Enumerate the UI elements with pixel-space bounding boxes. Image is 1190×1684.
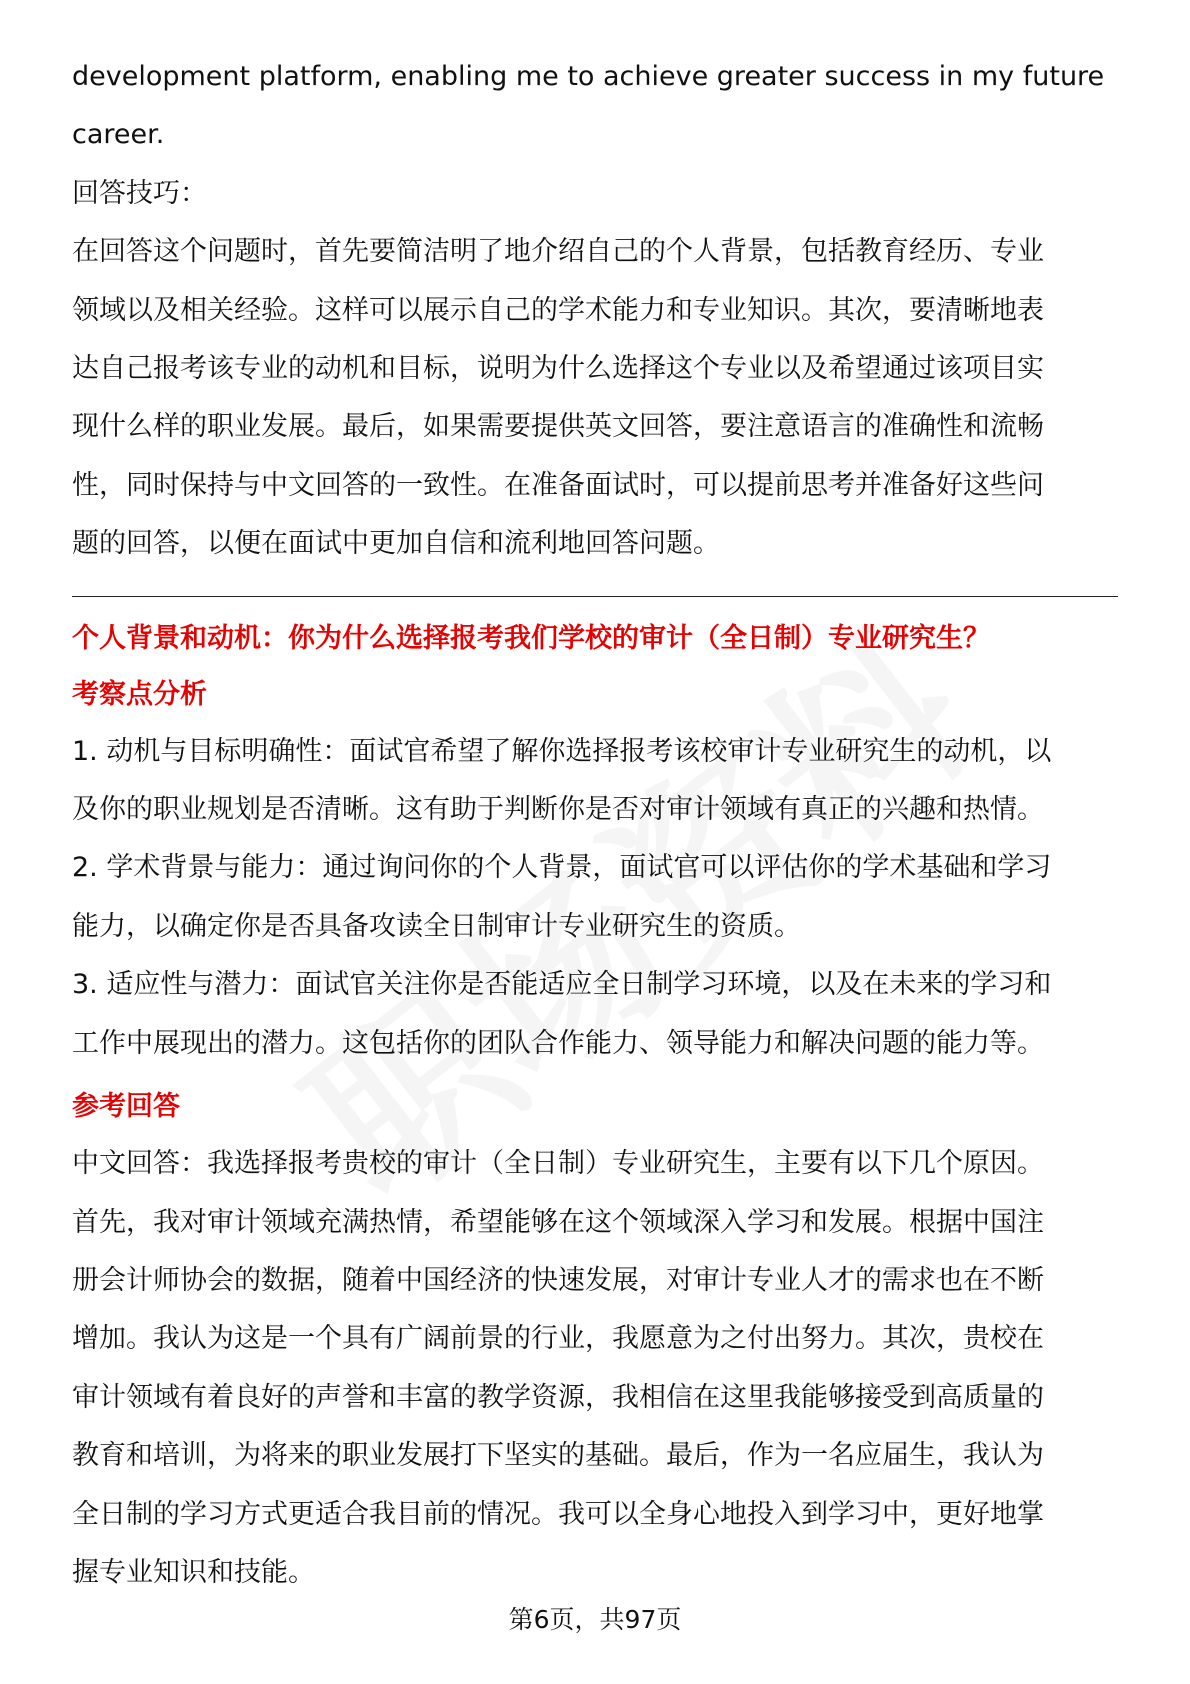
reference-heading: 参考回答 (72, 1091, 180, 1123)
tips-label: 回答技巧： (72, 177, 207, 209)
text-line: 领域以及相关经验。这样可以展示自己的学术能力和专业知识。其次，要清晰地表 (72, 294, 1044, 326)
text-line: 及你的职业规划是否清晰。这有助于判断你是否对审计领域有真正的兴趣和热情。 (72, 794, 1044, 826)
analysis-paragraph (72, 723, 1118, 1073)
intro-paragraph (72, 48, 1118, 165)
text-line: 能力，以确定你是否具备攻读全日制审计专业研究生的资质。 (72, 910, 801, 942)
text-line: 在回答这个问题时，首先要简洁明了地介绍自己的个人背景，包括教育经历、专业 (72, 236, 1044, 268)
text-line: 3. 适应性与潜力：面试官关注你是否能适应全日制学习环境，以及在未来的学习和 (72, 969, 1052, 1001)
text-line: 册会计师协会的数据，随着中国经济的快速发展，对审计专业人才的需求也在不断 (72, 1264, 1044, 1296)
text-line: 教育和培训，为将来的职业发展打下坚实的基础。最后，作为一名应届生，我认为 (72, 1440, 1044, 1472)
text-line: 2. 学术背景与能力：通过询问你的个人背景，面试官可以评估你的学术基础和学习 (72, 852, 1052, 884)
text-line: 增加。我认为这是一个具有广阔前景的行业，我愿意为之付出努力。其次，贵校在 (72, 1323, 1044, 1355)
text-line: 题的回答，以便在面试中更加自信和流利地回答问题。 (72, 528, 720, 560)
tips-paragraph (72, 223, 1118, 573)
page-number: 第6页，共97页 (508, 1605, 682, 1634)
text-line: 性，同时保持与中文回答的一致性。在准备面试时，可以提前思考并准备好这些问 (72, 469, 1044, 501)
text-line: 工作中展现出的潜力。这包括你的团队合作能力、领导能力和解决问题的能力等。 (72, 1027, 1044, 1059)
analysis-heading: 考察点分析 (72, 678, 207, 710)
text-line: 达自己报考该专业的动机和目标，说明为什么选择这个专业以及希望通过该项目实 (72, 353, 1044, 385)
text-line: 全日制的学习方式更适合我目前的情况。我可以全身心地投入到学习中，更好地掌 (72, 1498, 1044, 1530)
question-heading: 个人背景和动机：你为什么选择报考我们学校的审计（全日制）专业研究生？ (72, 622, 990, 654)
text-line: 首先，我对审计领域充满热情，希望能够在这个领域深入学习和发展。根据中国注 (72, 1206, 1044, 1238)
text-line: development platform, enabling me to achieve greater success in my future (72, 61, 1105, 92)
text-line: 握专业知识和技能。 (72, 1556, 315, 1588)
text-line: 审计领域有着良好的声誉和丰富的教学资源，我相信在这里我能够接受到高质量的 (72, 1381, 1044, 1413)
answer-paragraph (72, 1135, 1118, 1602)
text-line: 中文回答：我选择报考贵校的审计（全日制）专业研究生，主要有以下几个原因。 (72, 1148, 1044, 1180)
text-line: 1. 动机与目标明确性：面试官希望了解你选择报考该校审计专业研究生的动机，以 (72, 735, 1052, 767)
document-page (72, 48, 1118, 1602)
text-line: 现什么样的职业发展。最后，如果需要提供英文回答，要注意语言的准确性和流畅 (72, 411, 1044, 443)
text-line: career. (72, 119, 165, 151)
section-divider (72, 596, 1118, 597)
